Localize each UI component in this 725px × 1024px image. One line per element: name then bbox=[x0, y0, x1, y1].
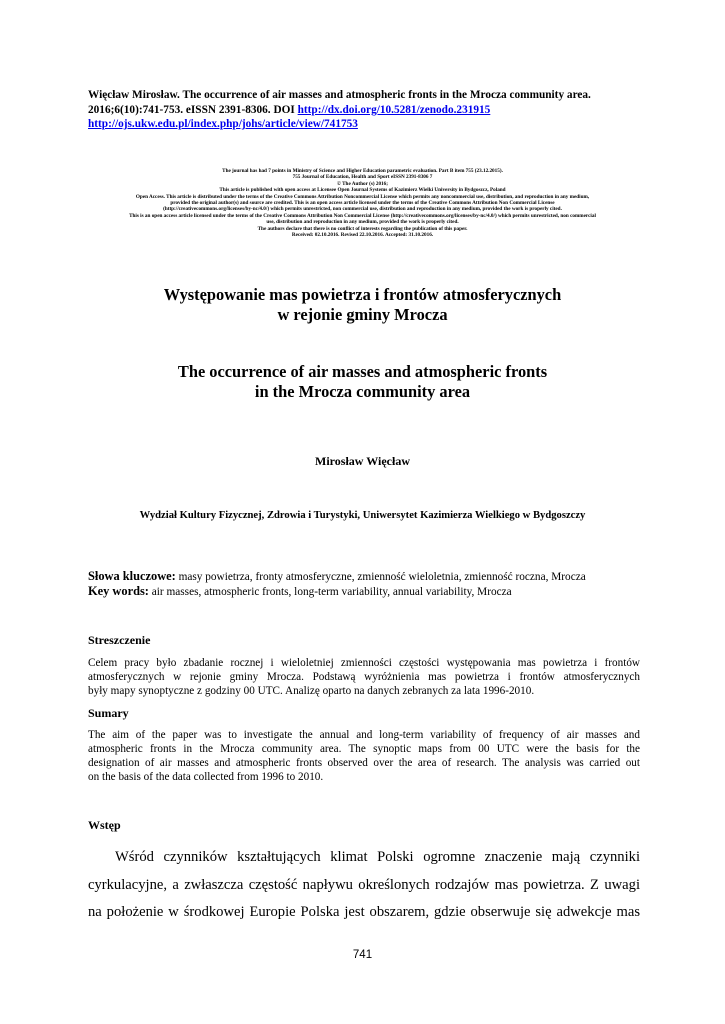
author-name: Mirosław Więcław bbox=[315, 454, 410, 468]
title-polish-line-1: Występowanie mas powietrza i frontów atmosferycznych bbox=[163, 285, 562, 304]
keywords-polish bbox=[88, 569, 648, 585]
citation-block bbox=[88, 88, 648, 132]
notice-line: © The Author (s) 2016; bbox=[337, 180, 388, 187]
summary-line: The aim of the paper was to investigate the annual and long-term variability of frequency of air masses and bbox=[88, 729, 640, 741]
title-english bbox=[0, 362, 725, 402]
citation-line-2-text: 2016;6(10):741-753. eISSN 2391-8306. DOI bbox=[88, 103, 298, 116]
streszczenie-text bbox=[88, 656, 640, 698]
intro-line: Wśród czynników kształtujących klimat Polski ogromne znaczenie mają czynniki bbox=[115, 849, 640, 865]
intro-line: na położenie w środkowej Europie Polska jest obszarem, gdzie obserwuje się adwekcje mas bbox=[88, 904, 640, 920]
summary-text bbox=[88, 728, 640, 784]
notice-line: This is an open access article licensed under the terms of the Creative Commons Attribution Non Commercial License (http://creativecommons.org/licenses/by-nc/4.0/) which permits unrestricted, non commercial bbox=[129, 212, 596, 219]
notice-line: Received: 02.10.2016. Revised 22.10.2016. Accepted: 31.10.2016. bbox=[291, 232, 434, 239]
summary-line: atmospheric fronts in the Mrocza community area. The synoptic maps from 00 UTC were the basis for the bbox=[88, 743, 640, 755]
notice-line: This article is published with open access at Licensee Open Journal Systems of Kazimierz Wielki University in Bydgoszcz, Poland bbox=[219, 187, 506, 194]
citation-line-3 bbox=[88, 117, 648, 132]
keywords-polish-text: masy powietrza, fronty atmosferyczne, zmienność wieloletnia, zmienność roczna, Mrocza bbox=[175, 571, 586, 583]
streszczenie-heading: Streszczenie bbox=[88, 633, 151, 647]
streszczenie-line: atmosferycznych w rejonie gminy Mrocza. Podstawą wyróżnienia mas powietrza i frontów atmosferycznych bbox=[88, 671, 640, 683]
notice-line: Open Access. This article is distributed under the terms of the Creative Commons Attribution Noncommercial License which permits any noncommercial use, distribution, and reproduction in any medium, bbox=[135, 193, 590, 200]
citation-line-1: Więcław Mirosław. The occurrence of air masses and atmospheric fronts in the Mrocza community area. bbox=[88, 89, 591, 101]
citation-line-2 bbox=[88, 103, 648, 118]
notice-line: provided the original author(s) and source are credited. This is an open access article licensed under the terms of the Creative Commons Attribution Non Commercial License bbox=[170, 200, 555, 207]
streszczenie-line: były mapy synoptyczne z godziny 00 UTC. Analizę oparto na danych zebranych za lata 1996-2010. bbox=[88, 685, 535, 697]
title-english-line-2: in the Mrocza community area bbox=[254, 382, 471, 401]
keywords-english bbox=[88, 584, 648, 600]
notice-line: The journal has had 7 points in Ministry of Science and Higher Education parametric evaluation. Part B item 755 (23.12.2015). bbox=[222, 168, 503, 174]
notice-line: 755 Journal of Education, Health and Sport eISSN 2391-8306 7 bbox=[292, 174, 433, 181]
intro-line: cyrkulacyjne, a zwłaszcza częstość napływu określonych rodzajów mas powietrza. Z uwagi bbox=[88, 876, 640, 893]
intro-heading: Wstęp bbox=[88, 818, 121, 832]
author-affiliation: Wydział Kultury Fizycznej, Zdrowia i Turystyki, Uniwersytet Kazimierza Wielkiego w Bydgoszczy bbox=[139, 510, 586, 521]
doi-link[interactable]: http://dx.doi.org/10.5281/zenodo.231915 bbox=[297, 103, 491, 116]
summary-heading: Sumary bbox=[88, 706, 129, 720]
license-notice bbox=[60, 168, 665, 238]
notice-line: use, distribution and reproduction in any medium, provided the work is properly cited. bbox=[266, 219, 459, 226]
keywords-polish-label: Słowa kluczowe: bbox=[88, 569, 176, 583]
summary-line: designation of air masses and atmospheric fronts observed over the area of research. The analysis was carried out bbox=[88, 757, 640, 769]
streszczenie-line: Celem pracy było zbadanie rocznej i wieloletniej zmienności częstości występowania mas powietrza i frontów bbox=[88, 657, 640, 669]
title-polish bbox=[0, 285, 725, 325]
summary-line: on the basis of the data collected from 1996 to 2010. bbox=[88, 771, 324, 783]
intro-paragraph bbox=[88, 844, 640, 927]
notice-line: The authors declare that there is no conflict of interests regarding the publication of this paper. bbox=[257, 225, 468, 232]
page-number: 741 bbox=[352, 949, 373, 961]
keywords-english-label: Key words: bbox=[88, 584, 149, 598]
notice-line: (http://creativecommons.org/licenses/by-nc/4.0/) which permits unrestricted, non commercial use, distribution and reproduction in any medium, provided the work is properly cited. bbox=[163, 206, 562, 213]
journal-article-link[interactable]: http://ojs.ukw.edu.pl/index.php/johs/article/view/741753 bbox=[88, 118, 358, 130]
keywords-english-text: air masses, atmospheric fronts, long-term variability, annual variability, Mrocza bbox=[148, 586, 512, 598]
title-english-line-1: The occurrence of air masses and atmospheric fronts bbox=[177, 362, 548, 381]
title-polish-line-2: w rejonie gminy Mrocza bbox=[277, 305, 448, 324]
